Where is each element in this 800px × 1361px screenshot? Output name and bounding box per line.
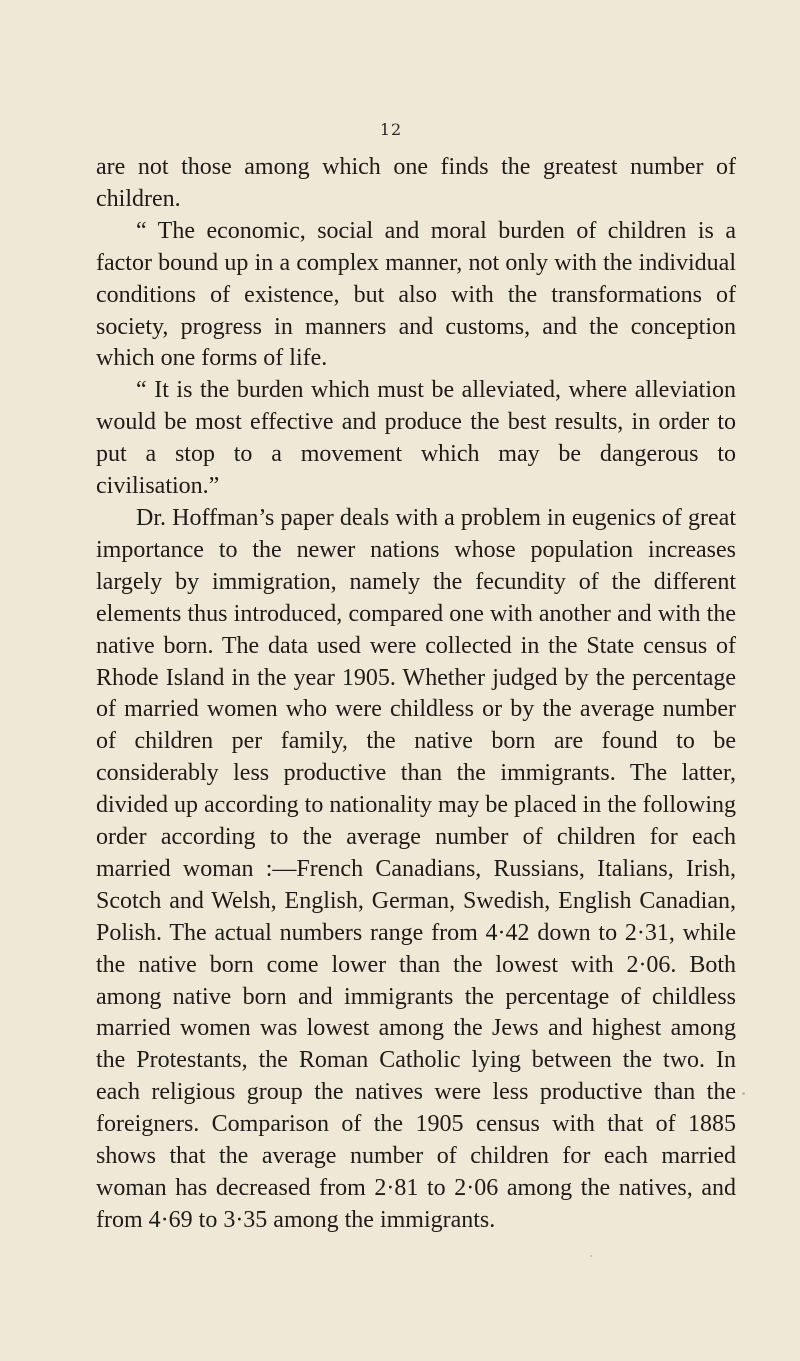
paragraph: are not those among which one finds the greatest number of children.: [96, 154, 736, 212]
paper-speck: [742, 1092, 745, 1095]
paragraph: “ It is the burden which must be alleviated, where alleviation would be most effective and produce the best results, in order to put a stop to a movement which may be dangerous to civilisation.”: [96, 377, 736, 500]
paragraph: “ The economic, social and moral burden of children is a factor bound up in a complex manner, not only with the individual conditions of existence, but also with the transformations of society, progress in manners and customs, and the conception which one forms of life.: [96, 217, 736, 372]
page-number: 12: [379, 120, 403, 139]
body-text: [96, 152, 736, 1237]
paragraph: Dr. Hoffman’s paper deals with a problem in eugenics of great importance to the newer nations whose population increases largely by immigration, namely the fecundity of the different elements thus introduced, compared one with another and with the native born. The data used were collected in the State census of Rhode Island in the year 1905. Whether judged by the percentage of married women who were childless or by the average number of children per family, the native born are found to be considerably less productive than the immigrants. The latter, divided up according to nationality may be placed in the following order according to the average number of children for each married woman :—French Canadians, Russians, Italians, Irish, Scotch and Welsh, English, German, Swedish, English Canadian, Polish. The actual numbers range from 4·42 down to 2·31, while the native born come lower than the lowest with 2·06. Both among native born and immigrants the percentage of childless married women was lowest among the Jews and highest among the Protestants, the Roman Catholic lying between the two. In each religious group the natives were less productive than the foreigners. Comparison of the 1905 census with that of 1885 shows that the average number of children for each married woman has decreased from 2·81 to 2·06 among the natives, and from 4·69 to 3·35 among the immigrants.: [96, 504, 736, 1233]
paper-speck: [590, 1255, 592, 1257]
